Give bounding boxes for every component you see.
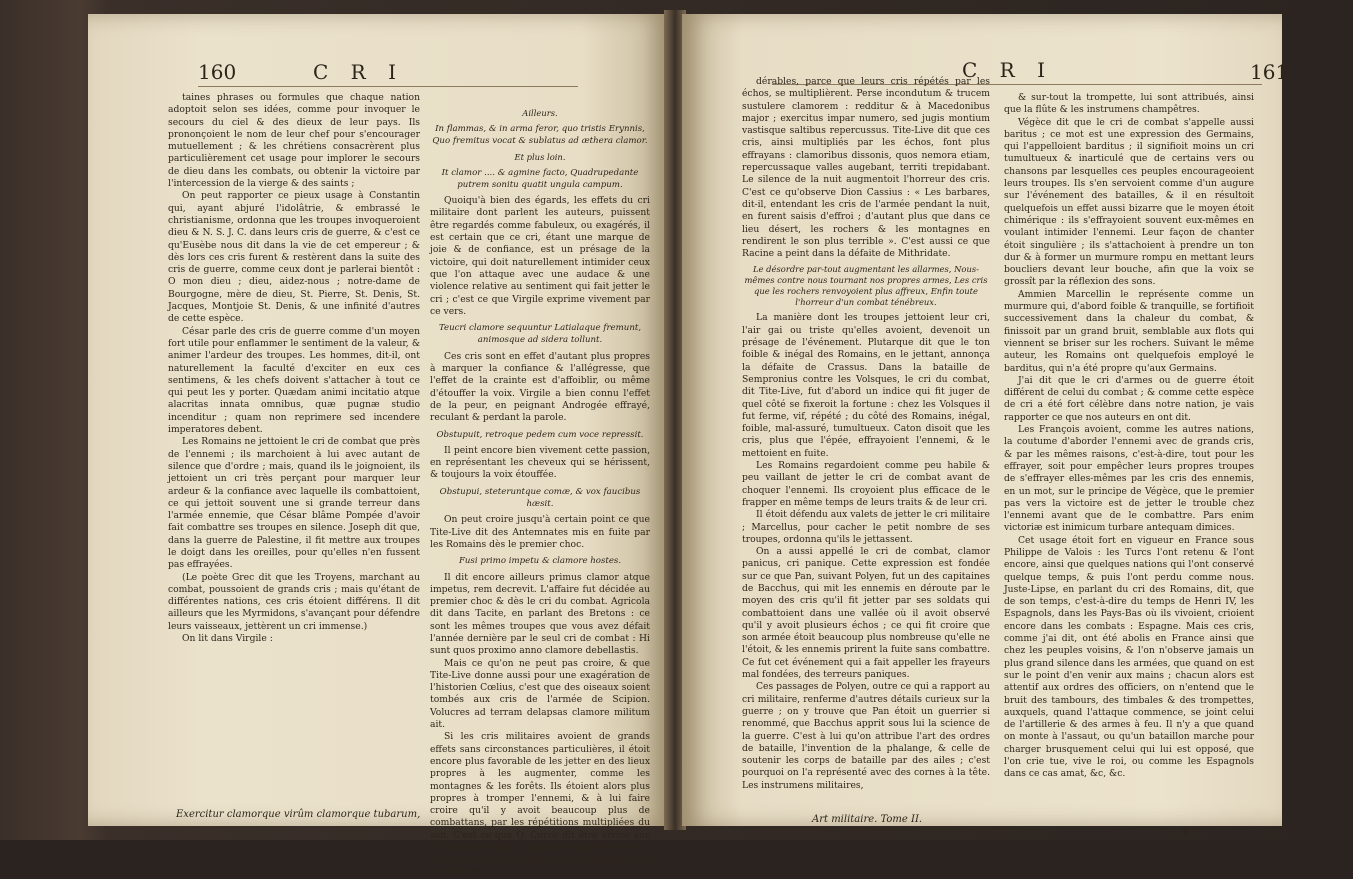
paragraph: Les Romains regardoient comme peu habile & peu vaillant de jetter le cri de combat avant de choquer l'ennemi. Ils croyoient plus efficace de le frapper en même temps de leurs traits & de leur cri. <box>742 460 990 508</box>
paragraph: On a aussi appellé le cri de combat, clamor panicus, cri panique. Cette expression est fondée sur ce que Pan, suivant Polyen, fut un des capitaines de Bacchus, qui mit les ennemis en déroute par le moyen des cris qu'il fit jetter par ses soldats qui combattoient dans une vallée où il avoit observé qu'il y avoit plusieurs échos ; ce qui fit croire que son armée étoit beaucoup plus nombreuse qu'elle ne l'étoit, & les ennemis prirent la fuite sans combattre. Ce fut cet événement qui a fait appeller les frayeurs mal fondées, des terreurs paniques. <box>742 546 990 681</box>
left-column-2 <box>430 104 650 879</box>
paragraph: On lit dans Virgile : <box>182 633 273 645</box>
paragraph: Le désordre par-tout augmentant les allarmes, Nous-mêmes contre nous tournant nos propres armes, Les cris que les rochers renvoyoient plus affreux, Enfin toute l'horreur d'un combat ténébreux. <box>744 264 988 308</box>
paragraph: & sur-tout la trompette, lui sont attribués, ainsi que la flûte & les instrumens champêtres. <box>1004 92 1254 116</box>
paragraph: Végèce dit que le cri de combat s'appelle aussi baritus ; ce mot est une expression des Germains, qui l'appelloient barditus ; il signifioit moins un cri tumultueux & inarticulé que de certains vers ou chansons par lesquelles ces peuples encourageoient leurs troupes. Ils s'en servoient comme d'un augure sur l'événement des batailles, & il en résultoit quelquefois un effet aussi bizarre que le moyen étoit chimérique : ils s'effrayoient souvent eux-mêmes en voulant intimider l'ennemi. Leur façon de chanter étoit singulière ; ils s'attachoient à prendre un ton dur & à former un murmure rompu en mettant leurs boucliers devant leur bouche, afin que la voix se grossît par la réflexion des sons. <box>1004 116 1254 288</box>
left-column-1 <box>168 92 420 645</box>
paragraph: Cet usage étoit fort en vigueur en France sous Philippe de Valois : les Turcs l'ont retenu & l'ont encore, ainsi que quelques nations qui l'ont conservé quelque temps, & puis l'ont perdu comme nous. Juste-Lipse, en parlant du cri des Romains, dit, que de son temps, c'est-à-dire du temps de Henri IV, les Espagnols, dans les Pays-Bas où ils vivoient, crioient encore dans les combats : Espagne. Mais ces cris, comme j'ai dit, ont été abolis en France ainsi que chez les peuples voisins, & l'on n'observe jamais un plus grand silence dans les armées, que quand on est sur le point d'en venir aux mains ; chacun alors est attentif aux ordres des officiers, on n'entend que le bruit des tambours, des timbales & des trompettes, auxquels, quand l'attaque commence, se joint celui de l'artillerie & des armes à feu. Il n'y a que quand on monte à l'assaut, ou qu'un bataillon marche pour charger brusquement celui qui lui est opposé, que l'on crie tue, vive le roi, ou comme les Espagnols dans ce cas amat, &c, &c. <box>1004 534 1254 780</box>
paragraph: Obstupui, steteruntque comæ, & vox faucibus hæsit. <box>439 486 641 510</box>
right-column-1 <box>742 76 990 792</box>
signature-mark: X <box>1182 826 1190 839</box>
paragraph: J'ai dit que le cri d'armes ou de guerre étoit différent de celui du combat ; & comme cette espèce de cri a été fort célèbre dans notre nation, je vais rapporter ce que nos auteurs en ont dit. <box>1004 374 1254 423</box>
paragraph: Il peint encore bien vivement cette passion, en représentant les cheveux qui se hérissent, & toujours la voix étouffée. <box>430 444 650 481</box>
page-number-left: 160 <box>198 60 237 84</box>
paragraph: Teucri clamore sequuntur Latialaque fremunt, animosque ad sidera tollunt. <box>438 323 642 346</box>
paragraph: Ammien Marcellin le représente comme un murmure qui, d'abord foible & tranquille, se fortifioit successivement dans la chaleur du combat, & finissoit par un grand bruit, semblable aux flots qui viennent se briser sur les rochers. Suivant le même auteur, les Romains ont quelquefois employé le barditus, qui n'a été propre qu'aux Germains. <box>1004 288 1254 374</box>
paragraph: On peut rapporter ce pieux usage à Constantin qui, ayant abjuré l'idolâtrie, & embrassé le christianisme, ordonna que les troupes invoqueroient dieu & N. S. J. C. dans leurs cris de guerre, & c'est ce qu'Eusèbe nous dit dans la vie de cet empereur ; & dès lors ces cris furent & restèrent dans la suite des cris de guerre, comme ceux dont je parlerai bientôt : O mon dieu ; dieu, aidez-nous ; notre-dame de Bourgogne, mère de dieu, St. Pierre, St. Denis, St. Jacques, Montjoie St. Denis, & une infinité d'autres de cette espèce. <box>168 190 420 325</box>
paragraph: Ces cris sont en effet d'autant plus propres à marquer la confiance & l'allégresse, que l'effet de la crainte est d'affoiblir, ou même d'étouffer la voix. Virgile a bien connu l'effet de la peur, en peignant Androgée effrayé, reculant & perdant la parole. <box>430 350 650 424</box>
running-header-right: C R I <box>962 58 1053 82</box>
paragraph: Ces passages de Polyen, outre ce qui a rapport au cri militaire, renferme d'autres détails curieux sur la guerre ; on y trouve que Pan étoit un guerrier si renommé, que Bacchus apprit sous lui la science de la guerre. C'est à lui qu'on attribue l'art des ordres de bataille, l'invention de la phalange, & celle de soutenir les corps de bataille par des ailes ; c'est pourquoi on l'a représenté avec des cornes à la tête. Les instrumens militaires, <box>742 681 990 791</box>
paragraph: Fusi primo impetu & clamore hostes. <box>458 556 622 567</box>
paragraph: (Le poète Grec dit que les Troyens, marchant au combat, poussoient de grands cris ; mais qu'étant de différentes nations, ces cris étoient différens. Il dit ailleurs que les Myrmidons, s'avançant pour défendre leurs vaisseaux, jettèrent un cri immense.) <box>168 571 420 632</box>
paragraph: Il dit encore ailleurs primus clamor atque impetus, rem decrevit. L'affaire fut décidée au premier choc & dès le cri du combat. Agricola dit dans Tacite, en parlant des Bretons : ce sont les mêmes troupes que vous avez défait l'année dernière par le seul cri de combat : Hi sunt quos proximo anno clamore debellastis. <box>430 571 650 657</box>
paragraph: Les François avoient, comme les autres nations, la coutume d'aborder l'ennemi avec de grands cris, & par les mêmes raisons, c'est-à-dire, tout pour les effrayer, soit pour empêcher leurs propres troupes de s'effrayer elles-mêmes par les cris des ennemis, en un mot, sur le principe de Végèce, que le premier pas vers la victoire est de jetter le trouble chez l'ennemi avant que de le combattre. Pars enim victoriæ est inimicum turbare antequam dimices. <box>1004 424 1254 534</box>
paragraph: La manière dont les troupes jettoient leur cri, l'air gai ou triste qu'elles avoient, devenoit un présage de l'événement. Plutarque dit que le ton foible & inégal des Romains, en le jettant, annonça la défaite de Crassus. Dans la bataille de Sempronius contre les Volsques, le cri du combat, dit Tite-Live, fut d'abord un indice qui fit juger de quel côté se fixeroit la fortune : chez les Volsques il fut ferme, vif, répété ; du côté des Romains, inégal, foible, mal-assuré, tumultueux. Caton disoit que les cris, plus que l'épée, effrayoient l'ennemi, & le mettoient en fuite. <box>742 312 990 459</box>
paragraph: Ailleurs. <box>522 108 558 118</box>
right-page <box>682 14 1289 839</box>
paragraph: Les Romains ne jettoient le cri de combat que près de l'ennemi ; ils marchoient à lui avec autant de silence que d'ordre ; mais, quand ils le joignoient, ils jettoient un cri très perçant pour marquer leur ardeur & la confiance avec laquelle ils combattoient, ce qui jettoit souvent une si grande terreur dans l'armée ennemie, que César blâme Pompée d'avoir fait combattre ses troupes en silence. Joseph dit que, dans la guerre de Palestine, il fit mettre aux troupes le doigt dans les oreilles, pour qu'elles n'en fussent pas effrayées. <box>168 436 420 571</box>
running-header-left: C R I <box>313 60 404 84</box>
paragraph: Quoiqu'à bien des égards, les effets du cri militaire dont parlent les auteurs, puissent être regardés comme fabuleux, ou exagérés, il est certain que ce cri, étant une marque de joie & de confiance, est un présage de la victoire, qui doit naturellement intimider ceux que l'on attaque avec une audace & une violence relative au sentiment qui fait jetter le cri ; c'est ce que Virgile exprime vivement par ce vers. <box>430 195 650 317</box>
paragraph: It clamor .... & agmine facto, Quadrupedante putrem sonitu quatit ungula campum. <box>441 167 639 190</box>
paragraph: On peut croire jusqu'à certain point ce que Tite-Live dit des Antemnates mis en fuite par les Romains dès le premier choc. <box>430 514 650 550</box>
left-page <box>88 14 668 878</box>
paragraph: In flammas, & in arma feror, quo tristis Erynnis, Quo fremitus vocat & sublatus ad æthera clamor. <box>432 124 648 147</box>
header-rule-left <box>198 86 578 87</box>
paragraph: dérables, parce que leurs cris répétés par les échos, se multiplièrent. Perse incondutum & trucem sustulere clamorem : redditur & à Macedonibus major ; exercitus impar numero, sed jugis montium vastisque saltibus repercussus. Tite-Live dit que ces cris, ainsi multipliés par les échos, font plus effrayans : clamoribus dissonis, quos nemora etiam, repercussaque valles augebant, territi trepidabant. Le silence de la nuit augmentoit l'horreur des cris. C'est ce qu'observe Dion Cassius : « Les barbares, dit-il, entendant les cris de l'armée pendant la nuit, en furent saisis d'effroi ; d'autant plus que dans ce lieu désert, les rochers & les montagnes en rendirent le son plus terrible ». C'est aussi ce que Racine a peint dans la défaite de Mithridate. <box>742 76 990 260</box>
left-column-1-footer: Exercitur clamorque virûm clamorque tubarum, <box>176 809 421 820</box>
right-column-2 <box>1004 92 1254 781</box>
right-column-1-footer: Art militaire. Tome II. <box>812 814 923 825</box>
paragraph: Mais ce qu'on ne peut pas croire, & que Tite-Live donne aussi pour une exagération de l'historien Cœlius, c'est que des oiseaux soient tombés aux cris de l'armée de Scipion. Volucres ad terram delapsas clamore militum ait. <box>430 657 650 731</box>
paragraph: Si les cris militaires avoient de grands effets sans circonstances particulières, il étoit encore plus favorable de les jetter en des lieux propres à les augmenter, comme les montagnes & les forêts. Ils étoient alors plus propres à tromper l'ennemi, & à lui faire croire qu'il y avoit beaucoup plus de combattans, par les répétitions multipliées du son. C'est ce que Q. Curce dit être arrivé aux Macédoniens moins nombreux que les Perses ; ils parurent à ceux-ci un corps beaucoup plus considérable, <box>430 731 650 878</box>
paragraph: Et plus loin. <box>514 151 566 162</box>
paragraph: César parle des cris de guerre comme d'un moyen fort utile pour enflammer le sentiment de la valeur, & animer l'ardeur des troupes. Les hommes, dit-il, ont naturellement la faculté d'exciter en eux ces sentimens, & les chefs doivent s'attacher à tout ce qui peut les y porter. Quædam animi incitatio atque alacritas innata omnibus, quæ pugnæ studio incenditur ; quam non reprimere sed incendere imperatores debent. <box>168 325 420 436</box>
page-number-right: 161 <box>1250 60 1289 84</box>
paragraph: taines phrases ou formules que chaque nation adoptoit selon ses idées, comme pour invoquer le secours du ciel & des dieux de leur pays. Ils prononçoient le nom de leur chef pour s'encourager mutuellement ; & les chrétiens consacrèrent plus particulièrement cet usage pour implorer le secours de dieu dans les combats, ou obtenir la victoire par l'intercession de la vierge & des saints ; <box>168 92 420 190</box>
paragraph: Obstupuit, retroque pedem cum voce repressit. <box>436 429 644 440</box>
paragraph: Il étoit défendu aux valets de jetter le cri militaire ; Marcellus, pour cacher le petit nombre de ses troupes, ordonna qu'ils le jettassent. <box>742 509 990 545</box>
